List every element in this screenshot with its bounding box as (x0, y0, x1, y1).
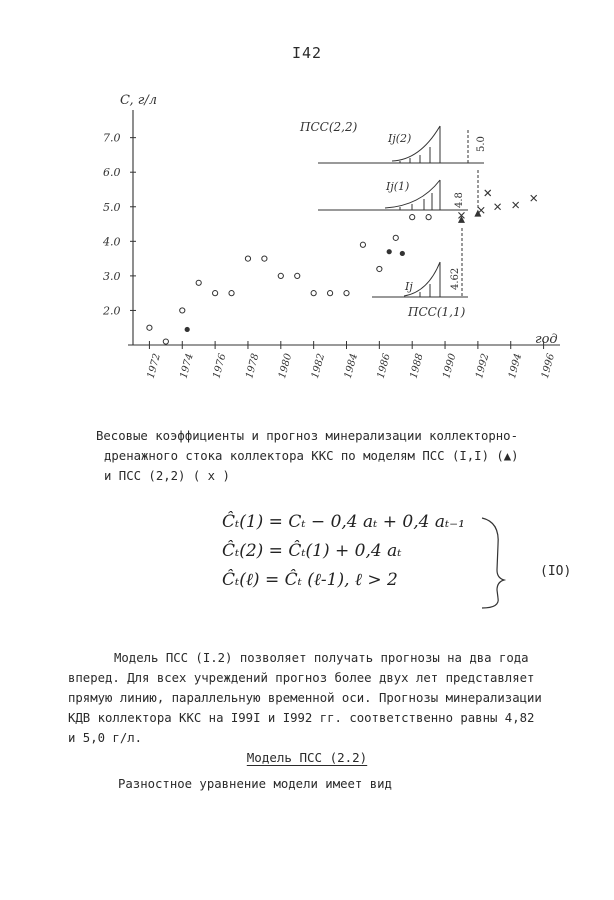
inset-value-4-62: 4.62 (450, 267, 461, 290)
forecast-formula (222, 508, 465, 595)
paragraph-line-4: КДВ коллектора ККС на I99I и I992 гг. соответственно равны 4,82 (68, 711, 535, 725)
inset-label-pss-2-2: ПСС(2,2) (300, 120, 358, 134)
x-tick-label: 1996 (539, 352, 558, 380)
inset-curve-label-2: Ij(2) (388, 132, 412, 145)
figure-caption (96, 426, 576, 486)
x-tick-label: 1990 (441, 352, 459, 380)
caption-line-2: дренажного стока коллектора ККС по моделям ПСС (I,I) (▲) (104, 449, 519, 463)
body-line: Разностное уравнение модели имеет вид (118, 777, 392, 791)
data-point-open (344, 291, 349, 296)
equation-number: (IO) (540, 564, 572, 579)
formula-line-1: Ĉₜ(1) = Cₜ − 0,4 aₜ + 0,4 aₜ₋₁ (222, 512, 465, 532)
data-point-open (327, 291, 332, 296)
y-tick-label: 3.0 (103, 269, 121, 283)
x-tick-label: 1980 (277, 352, 295, 380)
data-point-open (295, 273, 300, 278)
formula-line-3: Ĉₜ(ℓ) = Ĉₜ (ℓ-1), ℓ > 2 (222, 570, 398, 590)
scatter-chart (0, 0, 614, 420)
formula-line-2: Ĉₜ(2) = Ĉₜ(1) + 0,4 aₜ (222, 541, 402, 561)
x-axis-label: год (535, 332, 558, 347)
data-point-filled (185, 327, 190, 332)
inset-curve-label: Ij (405, 280, 413, 293)
data-point-open (262, 256, 267, 261)
data-point-open (163, 339, 168, 344)
data-point-open (213, 291, 218, 296)
paragraph-line-5: и 5,0 г/л. (68, 731, 143, 745)
caption-line-1: Весовые коэффициенты и прогноз минерализации коллекторно- (96, 429, 518, 443)
inset-value-5-0: 5.0 (476, 136, 487, 152)
data-point-open (360, 242, 365, 247)
x-tick-label: 1978 (244, 352, 262, 380)
data-point-cross (531, 195, 537, 201)
data-point-cross (495, 204, 501, 210)
data-point-filled (400, 251, 405, 256)
x-tick-label: 1992 (474, 352, 492, 380)
data-point-open (180, 308, 185, 313)
inset-value-4-8: 4.8 (454, 192, 465, 208)
data-point-open (229, 291, 234, 296)
data-point-open (196, 280, 201, 285)
x-tick-label: 1988 (408, 352, 426, 380)
data-point-filled (387, 249, 392, 254)
y-tick-label: 7.0 (103, 131, 121, 145)
paragraph-line-3: прямую линию, параллельную временной оси. Прогнозы минерализации (68, 691, 542, 705)
data-point-cross (478, 207, 484, 213)
y-tick-label: 6.0 (103, 166, 121, 180)
data-point-open (377, 266, 382, 271)
data-point-open (245, 256, 250, 261)
x-tick-label: 1972 (145, 352, 163, 380)
x-tick-label: 1984 (342, 352, 360, 380)
data-point-open (410, 215, 415, 220)
y-axis-label: C, г/л (120, 93, 157, 108)
paragraph-line-2: вперед. Для всех учреждений прогноз более двух лет представляет (68, 671, 535, 685)
data-point-open (393, 235, 398, 240)
inset-middle (318, 170, 478, 210)
data-point-cross (513, 202, 519, 208)
page-number: I42 (291, 44, 323, 62)
data-point-triangle (458, 216, 465, 223)
y-tick-label: 2.0 (103, 304, 121, 318)
x-tick-label: 1974 (178, 352, 196, 380)
caption-line-3: и ПСС (2,2) ( x ) (104, 469, 230, 483)
inset-label-pss-1-1: ПСС(1,1) (408, 305, 466, 319)
x-tick-label: 1994 (507, 352, 525, 380)
x-tick-label: 1976 (211, 352, 229, 380)
data-point-open (311, 291, 316, 296)
data-point-open (147, 325, 152, 330)
inset-curve-label-1: Ij(1) (386, 180, 410, 193)
x-tick-label: 1986 (375, 352, 393, 380)
data-point-open (278, 273, 283, 278)
data-point-open (426, 215, 431, 220)
inset-pss-1-1 (372, 228, 468, 319)
paragraph-line-1: Модель ПСС (I.2) позволяет получать прогнозы на два года (114, 651, 529, 665)
y-tick-label: 5.0 (103, 200, 121, 214)
y-tick-label: 4.0 (103, 235, 121, 249)
inset-pss-2-2 (299, 120, 487, 163)
section-title: Модель ПСС (2.2) (246, 750, 368, 765)
data-point-cross (485, 190, 491, 196)
paragraph (68, 648, 608, 748)
x-tick-label: 1982 (309, 352, 328, 380)
